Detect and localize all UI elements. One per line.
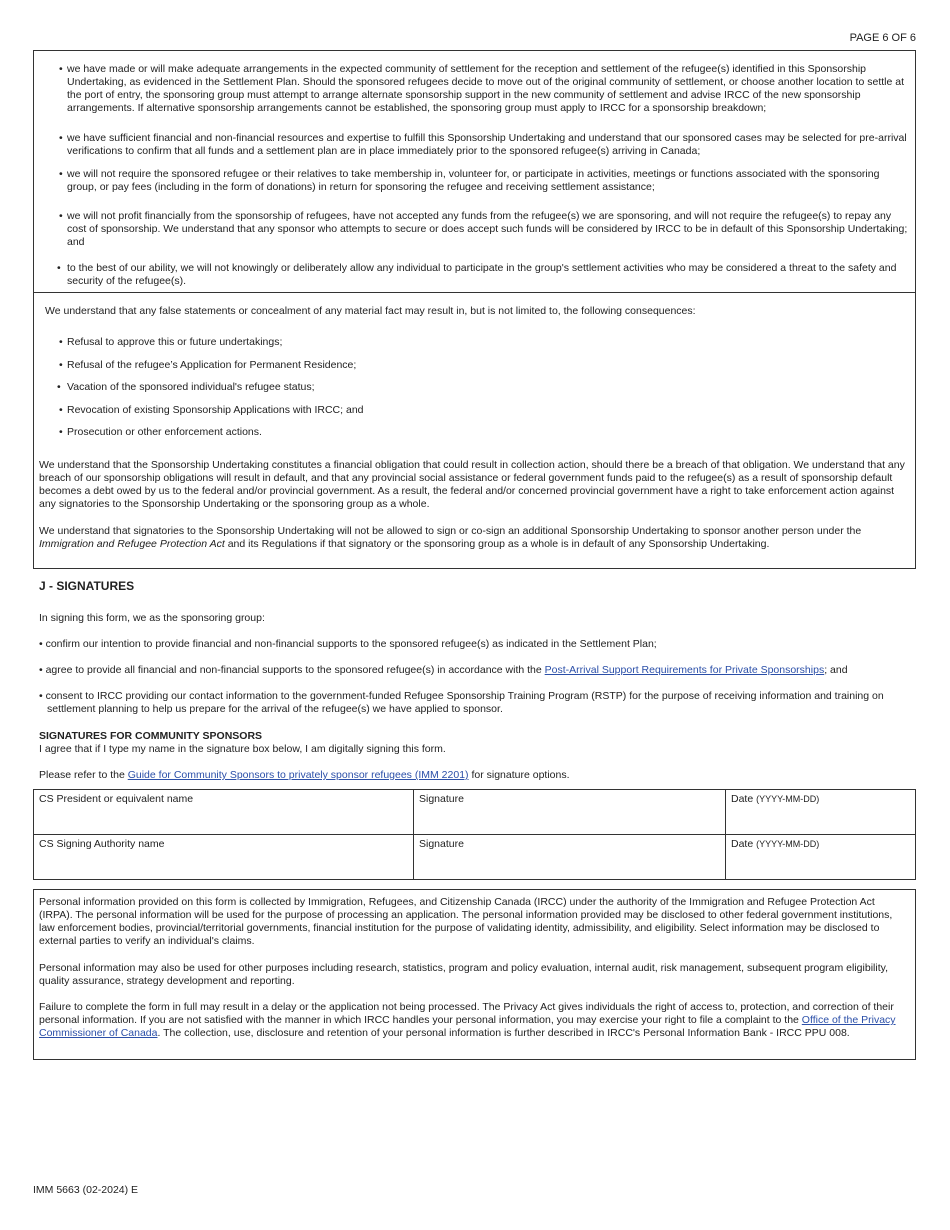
financial-obligation-text: We understand that the Sponsorship Undertaking constitutes a financial obligation that could result in collection action, should there be a breach of that obligation. We understand that any breach of our sponsorship obligations will result in default, and that any provincial social assistance or federal government funds paid to the refugee(s) as a result of sponsorship default becomes a debt owed by us to the federal and/or provincial government. As a result, the federal and/or concerned provincial government have a right to take enforcement action against any signatories to the Sponsorship Undertaking or the sponsoring group as a whole.	[39, 459, 905, 510]
consequence-item: • Refusal of the refugee’s Application for Permanent Residence;	[59, 358, 357, 371]
privacy-paragraph-2: Personal information may also be used for other purposes including research, statistics, program and policy evaluation, internal audit, risk management, subsequent program eligibility, quality assurance, strategy development and reporting.	[39, 962, 888, 987]
consequences-box	[33, 292, 916, 569]
community-sponsors-subheading: SIGNATURES FOR COMMUNITY SPONSORS	[39, 730, 263, 742]
declaration-item: • we will not profit financially from the sponsorship of refugees, have not accepted any funds from the refugee(s) we are sponsoring, and will not require the refugee(s) to repay any cost of sponsorship. We understand that any sponsor who attempts to secure or does accept such funds will be considered by IRCC to be in default of this Sponsorship Undertaking; and	[59, 210, 908, 248]
post-arrival-support-link[interactable]: Post-Arrival Support Requirements for Private Sponsorships	[544, 664, 825, 676]
signature-row-signing-authority	[34, 835, 916, 880]
signing-authority-date-field[interactable]: Date (YYYY-MM-DD)	[726, 835, 916, 880]
signing-bullet-2: • agree to provide all financial and non-financial supports to the sponsored refugee(s) in accordance with the Post-Arrival Support Requirements for Private Sponsorships; and	[39, 664, 848, 676]
signing-bullet-3: • consent to IRCC providing our contact information to the government-funded Refugee Sponsorship Training Program (RSTP) for the purpose of receiving information and training on settlement planning to help us prepare for the arrival of the refugee(s) we have applied to sponsor.	[39, 690, 884, 715]
president-name-field[interactable]: CS President or equivalent name	[34, 790, 414, 835]
consequence-item: • Vacation of the sponsored individual's refugee status;	[57, 381, 315, 394]
signing-bullet-1: • confirm our intention to provide financial and non-financial supports to the sponsored refugee(s) as indicated in the Settlement Plan;	[39, 638, 657, 650]
privacy-commissioner-link[interactable]: Office of the Privacy Commissioner of Canada	[39, 1014, 896, 1039]
consequences-intro: We understand that any false statements or concealment of any material fact may result in, but is not limited to, the following consequences:	[45, 305, 696, 317]
form-code: IMM 5663 (02-2024) E	[33, 1184, 139, 1196]
privacy-notice-box	[33, 889, 916, 1060]
declaration-item: • we will not require the sponsored refugee or their relatives to take membership in, volunteer for, or participate in activities, meetings or functions associated with the sponsoring group, or pay fees (including in the form of donations) in return for sponsoring the refugee and receiving settlement assistance;	[59, 168, 880, 193]
signing-authority-name-field[interactable]: CS Signing Authority name	[34, 835, 414, 880]
consequences-list	[34, 336, 915, 449]
signing-intro: In signing this form, we as the sponsoring group:	[39, 612, 265, 624]
president-signature-field[interactable]: Signature	[414, 790, 726, 835]
declaration-item: • to the best of our ability, we will not knowingly or deliberately allow any individual to participate in the group's settlement activities who may be considered a threat to the safety and security of the refugee(s).	[57, 262, 897, 287]
declarations-box	[33, 50, 916, 293]
signatories-text: We understand that signatories to the Sponsorship Undertaking will not be allowed to sign or co-sign an additional Sponsorship Undertaking to sponsor another person under the Immigration and Refugee Protection Act and its Regulations if that signatory or the sponsoring group as a whole is in default of any Sponsorship Undertaking.	[39, 525, 862, 550]
privacy-paragraph-1: Personal information provided on this form is collected by Immigration, Refugees, and Citizenship Canada (IRCC) under the authority of the Immigration and Refugee Protection Act (IRPA). The personal information will be used for the purpose of processing an application. The personal information provided may be disclosed to other federal government institutions, law enforcement bodies, provincial/territorial governments, financial institution for the purpose of validating identity, admissibility, and eligibility. Select information may be disclosed to external parties to verify an individual's claims.	[39, 896, 893, 947]
signing-authority-signature-field[interactable]: Signature	[414, 835, 726, 880]
consequence-item: • Revocation of existing Sponsorship Applications with IRCC; and	[59, 403, 364, 416]
president-date-field[interactable]: Date (YYYY-MM-DD)	[726, 790, 916, 835]
signature-row-president	[34, 790, 916, 835]
page-number: PAGE 6 OF 6	[849, 32, 916, 44]
declaration-item: • we have made or will make adequate arrangements in the expected community of settlement for the reception and settlement of the refugee(s) identified in this Sponsorship Undertaking, as evidenced in the Settlement Plan. Should the sponsored refugees decide to move out of the original community of settlement, or choose another location to settle at the port of entry, the sponsoring group must attempt to arrange alternate sponsorship support in the new community of settlement and advise IRCC of the new sponsorship arrangements. If alternative sponsorship arrangements cannot be established, the sponsoring group must apply to IRCC for a sponsorship breakdown;	[59, 63, 905, 114]
signature-table	[33, 789, 916, 880]
digital-signature-note: I agree that if I type my name in the signature box below, I am digitally signing this form.	[39, 743, 446, 755]
community-sponsors-guide-link[interactable]: Guide for Community Sponsors to privately sponsor refugees (IMM 2201)	[127, 769, 469, 781]
privacy-paragraph-3: Failure to complete the form in full may result in a delay or the application not being processed. The Privacy Act gives individuals the right of access to, protection, and correction of their personal information. If you are not satisfied with the manner in which IRCC handles your personal information, you may exercise your right to file a complaint to the Office of the Privacy Commissioner of Canada. The collection, use, disclosure and retention of your personal information is further described in IRCC's Personal Information Bank - IRCC PPU 008.	[39, 1001, 896, 1039]
consequence-item: • Prosecution or other enforcement actions.	[59, 426, 262, 439]
section-j-heading: J - SIGNATURES	[39, 579, 135, 593]
declaration-item: • we have sufficient financial and non-financial resources and expertise to fulfill this Sponsorship Undertaking and understand that our sponsored cases may be selected for pre-arrival verifications to confirm that all funds and a settlement plan are in place immediately prior to the sponsored refugee(s) arriving in Canada;	[59, 132, 907, 157]
signature-options-note: Please refer to the Guide for Community Sponsors to privately sponsor refugees (IMM 2201) for signature options.	[39, 769, 570, 781]
consequence-item: • Refusal to approve this or future undertakings;	[59, 336, 283, 348]
